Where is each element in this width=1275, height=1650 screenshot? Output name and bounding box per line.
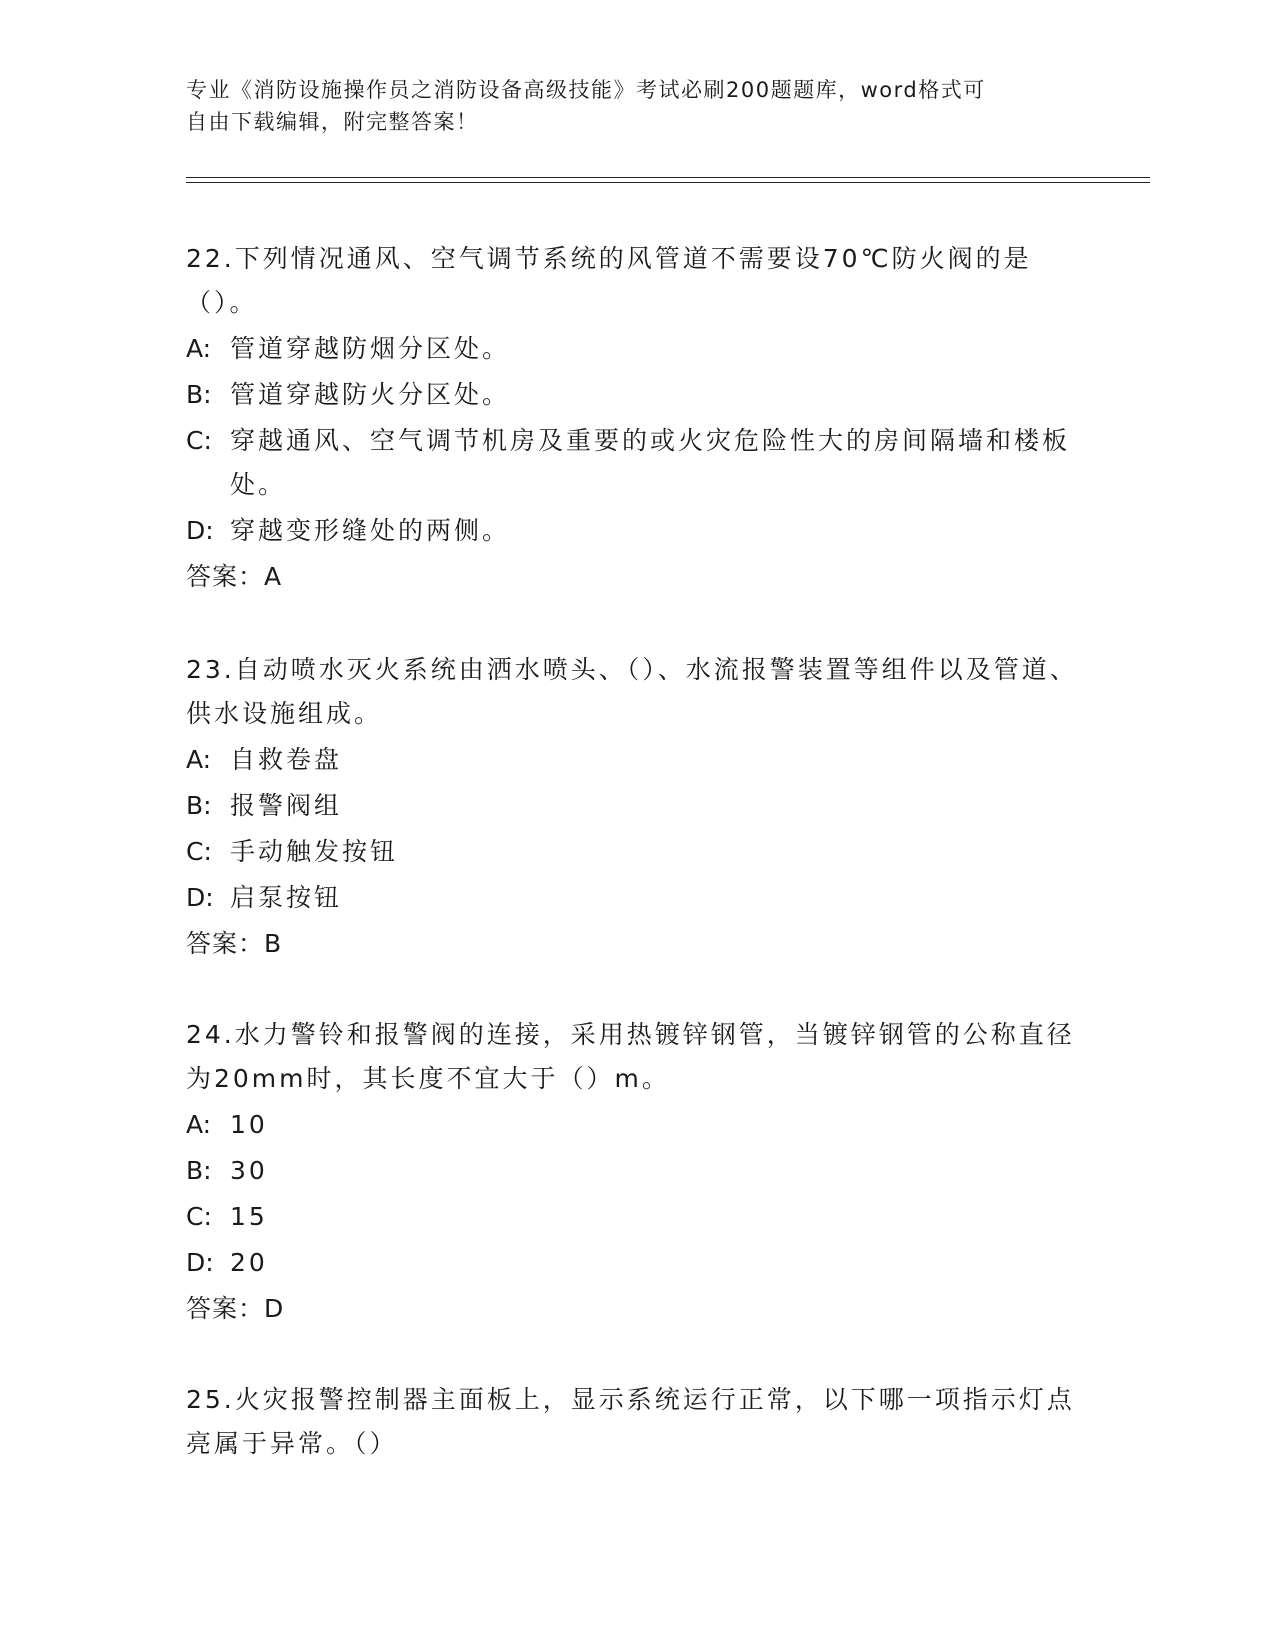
header-line-1: 专业《消防设施操作员之消防设备高级技能》考试必刷200题题库，word格式可 bbox=[186, 78, 986, 102]
question-stem: 22.下列情况通风、空气调节系统的风管道不需要设70℃防火阀的是（）。 bbox=[186, 244, 1032, 317]
option-d bbox=[186, 509, 1086, 553]
option-key: B: bbox=[186, 791, 212, 820]
option-text: 管道穿越防烟分区处。 bbox=[230, 334, 511, 363]
answer-line: 答案：A bbox=[186, 562, 283, 591]
option-text: 自救卷盘 bbox=[230, 745, 343, 774]
document-header bbox=[186, 74, 1086, 138]
option-key: D: bbox=[186, 516, 214, 545]
option-key: A: bbox=[186, 745, 212, 774]
option-text: 30 bbox=[230, 1156, 268, 1185]
option-key: A: bbox=[186, 1110, 212, 1139]
answer-line: 答案：D bbox=[186, 1294, 285, 1323]
option-text: 手动触发按钮 bbox=[230, 837, 399, 866]
question-stem: 23.自动喷水灭火系统由洒水喷头、（）、水流报警装置等组件以及管道、供水设施组成。 bbox=[186, 655, 1078, 728]
option-b bbox=[186, 373, 1086, 417]
header-divider-top bbox=[186, 177, 1150, 178]
question-23 bbox=[186, 648, 1086, 966]
option-d bbox=[186, 1241, 1086, 1285]
question-stem: 25.火灾报警控制器主面板上，显示系统运行正常，以下哪一项指示灯点亮属于异常。（） bbox=[186, 1385, 1075, 1458]
option-key: C: bbox=[186, 426, 212, 455]
header-divider-bottom bbox=[186, 182, 1150, 183]
option-text: 启泵按钮 bbox=[230, 883, 343, 912]
option-key: B: bbox=[186, 380, 212, 409]
option-d bbox=[186, 876, 1086, 920]
option-b bbox=[186, 784, 1086, 828]
question-25 bbox=[186, 1378, 1086, 1466]
option-text: 15 bbox=[230, 1202, 268, 1231]
option-a bbox=[186, 738, 1086, 782]
option-text: 20 bbox=[230, 1248, 268, 1277]
question-24 bbox=[186, 1013, 1086, 1331]
option-key: C: bbox=[186, 1202, 212, 1231]
option-c bbox=[186, 830, 1086, 874]
option-a bbox=[186, 327, 1086, 371]
option-c bbox=[186, 419, 1086, 507]
option-key: D: bbox=[186, 883, 214, 912]
question-stem: 24.水力警铃和报警阀的连接，采用热镀锌钢管，当镀锌钢管的公称直径为20mm时，其长度不宜大于（）m。 bbox=[186, 1020, 1075, 1093]
option-text: 穿越通风、空气调节机房及重要的或火灾危险性大的房间隔墙和楼板处。 bbox=[230, 426, 1071, 499]
option-key: D: bbox=[186, 1248, 214, 1277]
option-a bbox=[186, 1103, 1086, 1147]
option-key: B: bbox=[186, 1156, 212, 1185]
option-text: 管道穿越防火分区处。 bbox=[230, 380, 511, 409]
option-key: A: bbox=[186, 334, 212, 363]
question-22 bbox=[186, 237, 1086, 599]
option-text: 穿越变形缝处的两侧。 bbox=[230, 516, 511, 545]
option-key: C: bbox=[186, 837, 212, 866]
option-c bbox=[186, 1195, 1086, 1239]
header-line-2: 自由下载编辑，附完整答案！ bbox=[186, 110, 479, 134]
option-text: 报警阀组 bbox=[230, 791, 343, 820]
answer-line: 答案：B bbox=[186, 929, 283, 958]
option-text: 10 bbox=[230, 1110, 268, 1139]
option-b bbox=[186, 1149, 1086, 1193]
